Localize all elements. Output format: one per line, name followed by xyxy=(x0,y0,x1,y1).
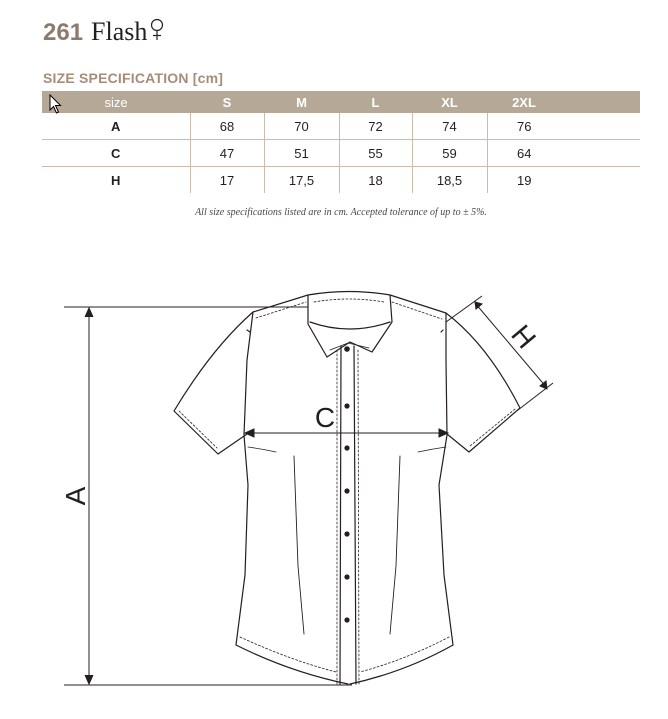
shirt-left-body xyxy=(236,295,348,684)
table-cell: 74 xyxy=(412,113,487,140)
column-header-xl: XL xyxy=(412,91,487,113)
table-cell: 47 xyxy=(190,140,264,167)
dimension-h xyxy=(446,296,553,410)
table-cell: 55 xyxy=(339,140,412,167)
left-sleeve xyxy=(174,312,253,454)
table-cell: 68 xyxy=(190,113,264,140)
product-name: Flash xyxy=(91,17,148,46)
dimension-c-label: C xyxy=(314,402,336,433)
table-cell: 59 xyxy=(412,140,487,167)
table-cell: 51 xyxy=(264,140,339,167)
right-sleeve xyxy=(446,313,520,452)
column-header-l: L xyxy=(339,91,412,113)
table-cell: 72 xyxy=(339,113,412,140)
column-header-2xl: 2XL xyxy=(487,91,561,113)
table-cell: 17,5 xyxy=(264,167,339,194)
table-cell: 18,5 xyxy=(412,167,487,194)
row-label: A xyxy=(42,113,190,140)
shirt-right-body xyxy=(350,295,453,684)
button-placket xyxy=(340,346,356,684)
dimension-c xyxy=(245,429,448,437)
table-cell: 70 xyxy=(264,113,339,140)
tolerance-note: All size specifications listed are in cm. Accepted tolerance of up to ± 5%. xyxy=(195,207,487,218)
table-cell: 64 xyxy=(487,140,561,167)
dimension-h-label: H xyxy=(505,318,542,355)
table-cell: 76 xyxy=(487,113,561,140)
table-cell: 19 xyxy=(487,167,561,194)
column-header-s: S xyxy=(190,91,264,113)
dimension-a xyxy=(64,307,352,685)
dimension-a-label: A xyxy=(60,486,91,506)
row-label: H xyxy=(111,172,121,188)
table-cell: 17 xyxy=(190,167,264,194)
column-header-m: M xyxy=(264,91,339,113)
product-number: 261 xyxy=(43,19,84,46)
section-title: SIZE SPECIFICATION [cm] xyxy=(43,70,224,86)
column-header-size: size xyxy=(42,91,190,113)
row-label: C xyxy=(42,140,190,167)
table-cell: 18 xyxy=(339,167,412,194)
